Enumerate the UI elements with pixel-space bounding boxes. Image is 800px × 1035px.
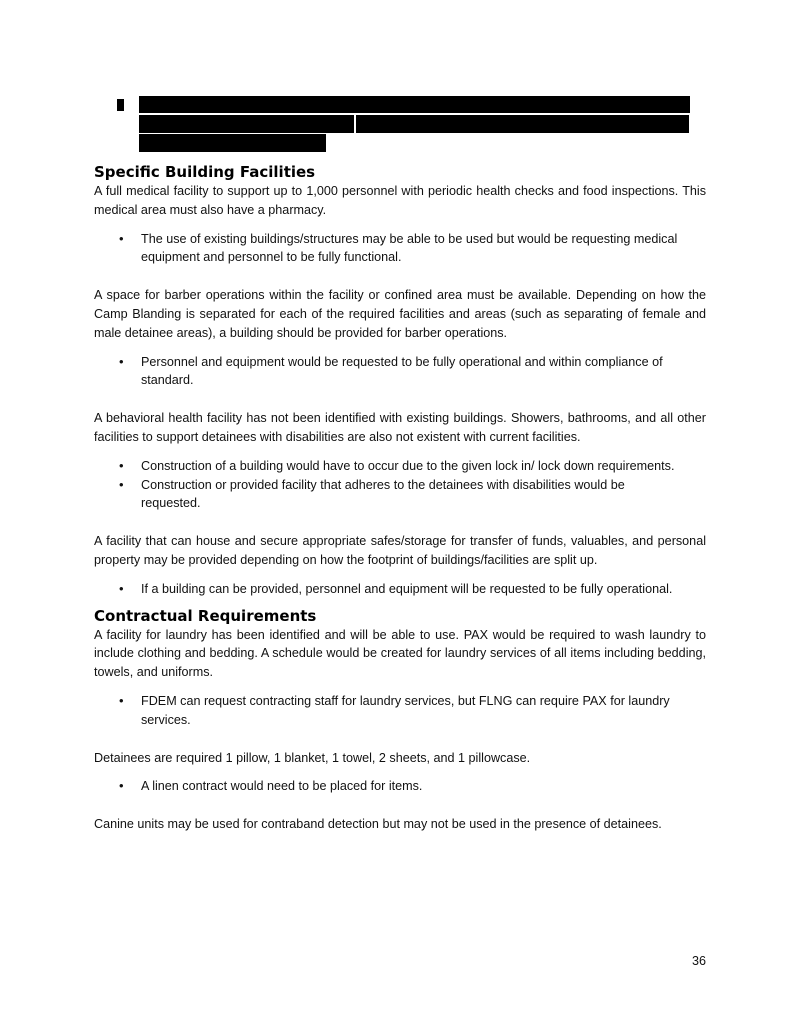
bullet-item: • A linen contract would need to be placed for items. [141,777,706,796]
section-heading-contractual-requirements: Contractual Requirements [94,606,317,625]
paragraph-medical-facility: A full medical facility to support up to 1,000 personnel with periodic health checks and food inspections. This medical area must also have a pharmacy. [94,184,706,217]
page-number: 36 [691,954,706,968]
redaction-bar-line-1 [139,96,690,113]
bullet-list-safes-storage [94,580,706,599]
paragraph-barber-operations: A space for barber operations within the facility or confined area must be available. Depending on how the Camp Blanding is separated for each of the required facilities and areas (such as separating of female and male detainee areas), a building should be provided for barber operations. [94,288,706,340]
paragraph-safes-storage: A facility that can house and secure appropriate safes/storage for transfer of funds, valuables, and personal property may be provided depending on how the footprint of buildings/facilities are split up. [94,534,706,567]
bullet-item: • Personnel and equipment would be requested to be fully operational and within compliance of standard. [141,353,706,391]
paragraph-behavioral-health: A behavioral health facility has not been identified with existing buildings. Showers, bathrooms, and all other facilities to support detainees with disabilities are also not existent with current facilities. [94,411,706,444]
bullet-list-medical [94,230,706,268]
redaction-bar-line-3 [139,134,326,152]
redaction-bar-line-2b [356,115,689,133]
redaction-bar-bullet [117,99,124,111]
bullet-item: • If a building can be provided, personnel and equipment will be requested to be fully operational. [141,580,706,599]
bullet-list-barber [94,353,706,391]
bullet-list-linens [94,777,706,796]
bullet-list-laundry [94,692,706,730]
bullet-item: • Construction or provided facility that adheres to the detainees with disabilities would be requested. [141,476,706,514]
bullet-item: • Construction of a building would have to occur due to the given lock in/ lock down requirements. [141,457,706,476]
section-heading-specific-building-facilities: Specific Building Facilities [94,163,316,181]
paragraph-linens: Detainees are required 1 pillow, 1 blanket, 1 towel, 2 sheets, and 1 pillowcase. [94,750,531,765]
redaction-bar-line-2a [139,115,354,133]
bullet-list-behavioral-health [94,457,706,513]
bullet-item: • FDEM can request contracting staff for laundry services, but FLNG can require PAX for laundry services. [141,692,706,730]
paragraph-laundry: A facility for laundry has been identified and will be able to use. PAX would be required to wash laundry to include clothing and bedding. A schedule would be created for laundry services of all items including bedding, towels, and uniforms. [94,627,706,680]
paragraph-canine-units: Canine units may be used for contraband detection but may not be used in the presence of detainees. [94,817,662,832]
bullet-item: • The use of existing buildings/structures may be able to be used but would be requesting medical equipment and personnel to be fully functional. [141,230,706,268]
document-body [94,163,706,834]
